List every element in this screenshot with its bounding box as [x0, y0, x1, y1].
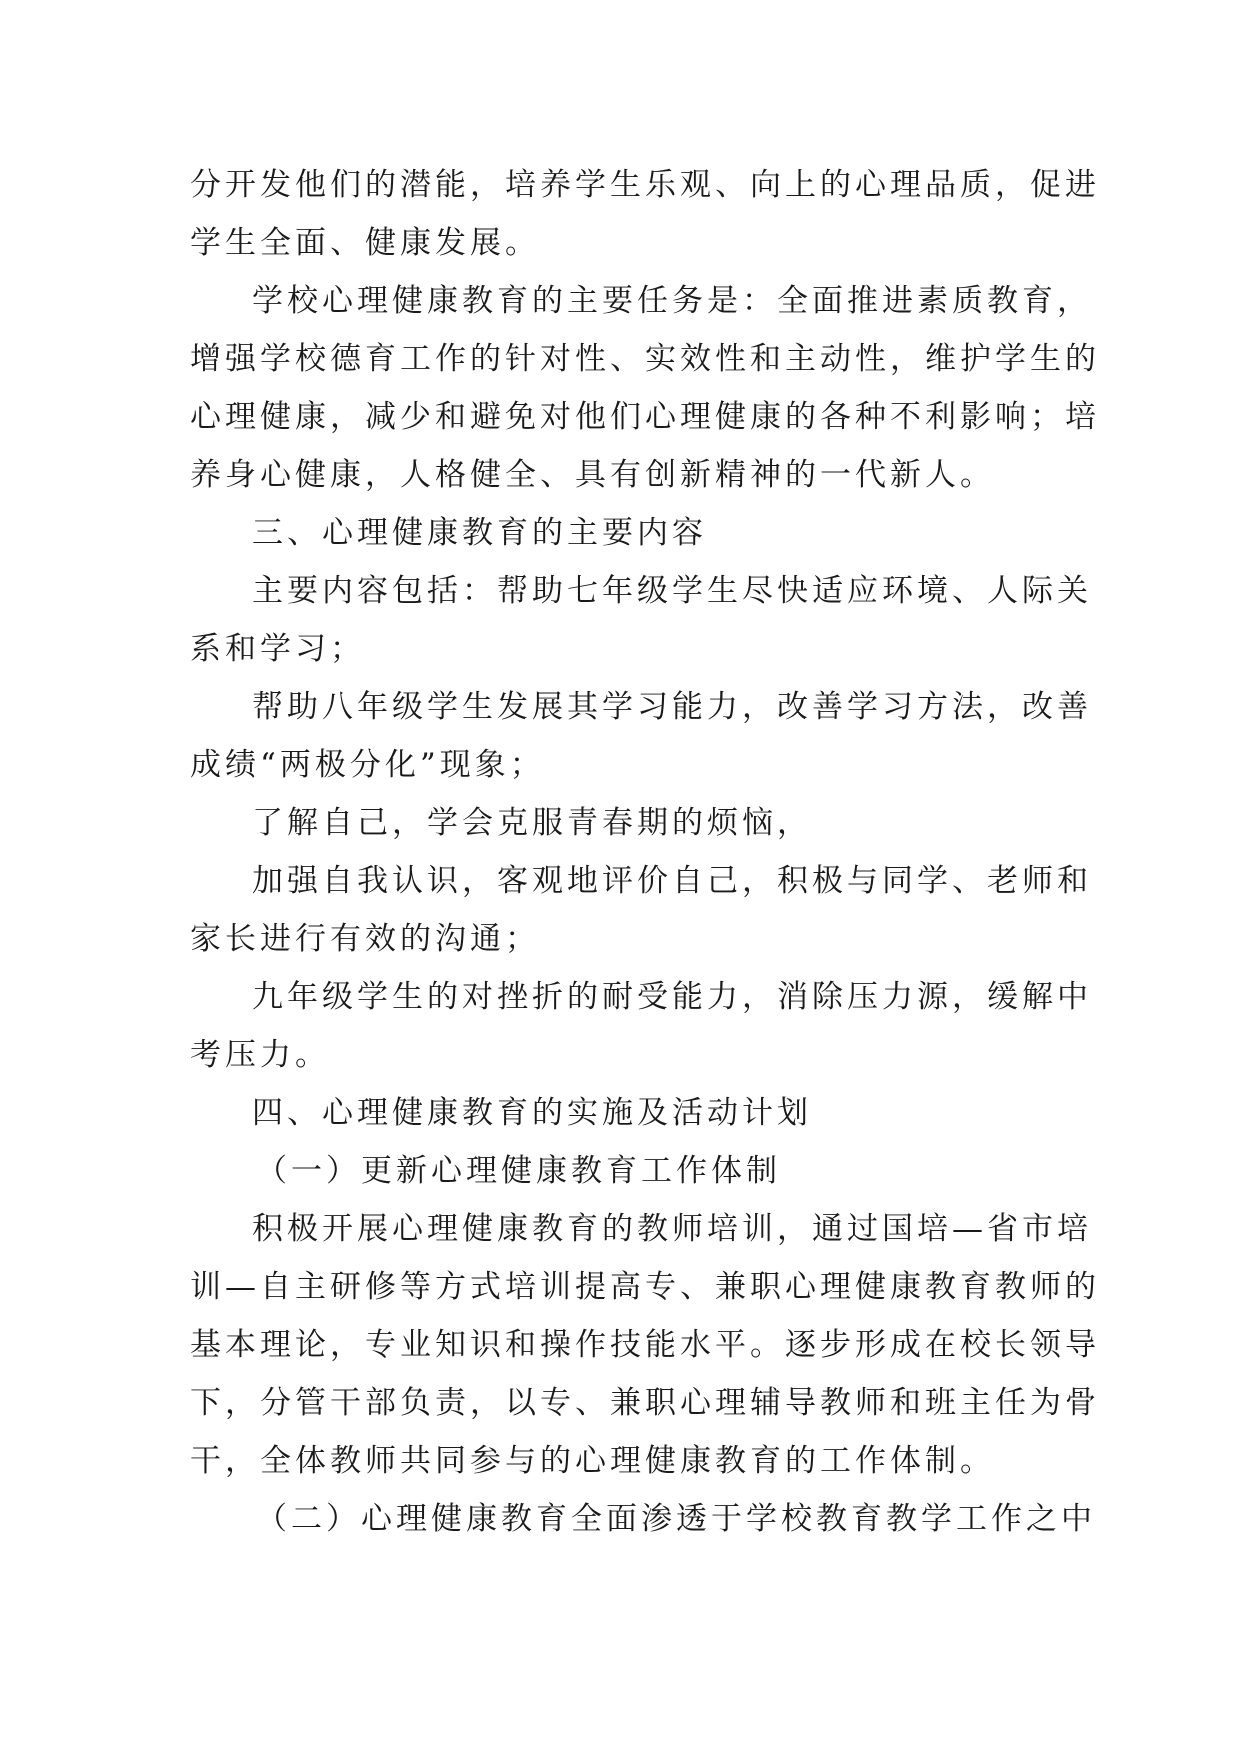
text-line: 心理健康，减少和避免对他们心理健康的各种不利影响；培 [190, 399, 1100, 435]
text-line: 家长进行有效的沟通； [190, 921, 540, 957]
text-line: 养身心健康，人格健全、具有创新精神的一代新人。 [190, 457, 995, 493]
text-line: 成绩“两极分化”现象； [190, 747, 545, 783]
text-line: 基本理论，专业知识和操作技能水平。逐步形成在校长领导 [190, 1327, 1100, 1363]
subsection-heading: （一）更新心理健康教育工作体制 [256, 1153, 781, 1189]
text-line: 分开发他们的潜能，培养学生乐观、向上的心理品质，促进 [190, 167, 1100, 203]
subsection-heading: （二）心理健康教育全面渗透于学校教育教学工作之中 [256, 1501, 1096, 1537]
text-line: 主要内容包括：帮助七年级学生尽快适应环境、人际关 [252, 573, 1092, 609]
text-line: 加强自我认识，客观地评价自己，积极与同学、老师和 [252, 863, 1092, 899]
text-line: 干，全体教师共同参与的心理健康教育的工作体制。 [190, 1443, 995, 1479]
text-line: 帮助八年级学生发展其学习能力，改善学习方法，改善 [252, 689, 1092, 725]
text-line: 九年级学生的对挫折的耐受能力，消除压力源，缓解中 [252, 979, 1092, 1015]
text-line: 积极开展心理健康教育的教师培训，通过国培—省市培 [252, 1211, 1092, 1247]
text-line: 了解自己，学会克服青春期的烦恼， [252, 805, 812, 841]
text-line: 增强学校德育工作的针对性、实效性和主动性，维护学生的 [190, 341, 1100, 377]
section-heading: 四、心理健康教育的实施及活动计划 [252, 1095, 812, 1131]
text-line: 系和学习； [190, 631, 365, 667]
text-line: 训—自主研修等方式培训提高专、兼职心理健康教育教师的 [190, 1269, 1100, 1305]
text-line: 学生全面、健康发展。 [190, 225, 540, 261]
text-line: 考压力。 [190, 1037, 330, 1073]
text-line: 下，分管干部负责，以专、兼职心理辅导教师和班主任为骨 [190, 1385, 1100, 1421]
section-heading: 三、心理健康教育的主要内容 [252, 515, 707, 551]
text-line: 学校心理健康教育的主要任务是：全面推进素质教育， [252, 283, 1092, 319]
